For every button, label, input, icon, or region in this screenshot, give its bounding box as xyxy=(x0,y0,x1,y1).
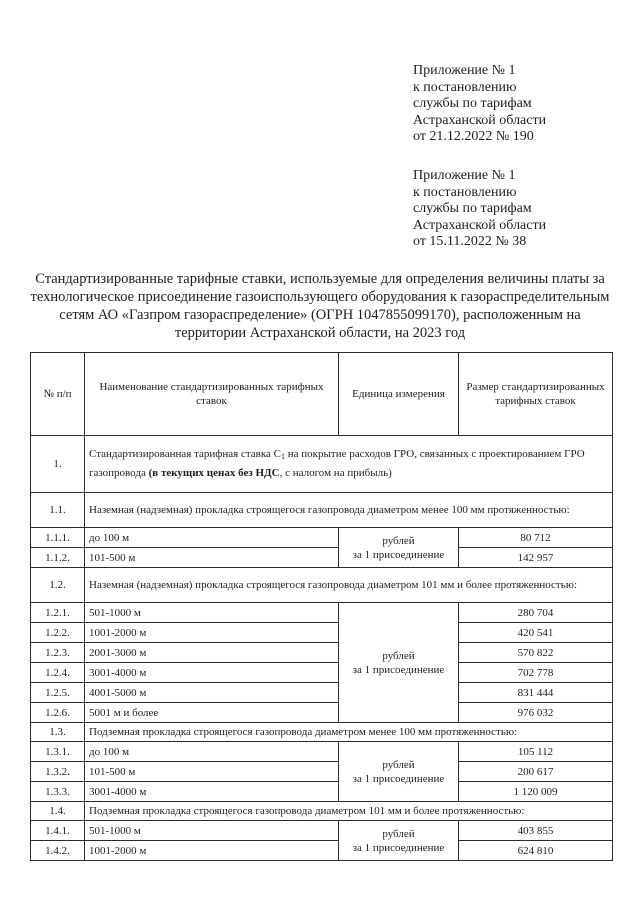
item-name: 3001-4000 м xyxy=(85,782,339,802)
group-num: 1.4. xyxy=(31,802,85,821)
appendix-line: от 15.11.2022 № 38 xyxy=(413,234,527,250)
table-row xyxy=(31,528,613,548)
item-num: 1.3.1. xyxy=(31,742,85,762)
table-header-row xyxy=(31,353,613,436)
table-row xyxy=(31,623,613,643)
document-title: Стандартизированные тарифные ставки, используемые для определения величины платы за технологическое присоединение газоиспользующего оборудования к газораспределительным сетям АО «Газпром газораспределение» (ОГРН 1047855099170), расположенным на территории Астраханской области, на 2023 год xyxy=(30,271,610,341)
item-name: 101-500 м xyxy=(85,548,339,568)
unit-line: за 1 присоединение xyxy=(352,663,445,676)
group-title: Подземная прокладка строящегося газопровода диаметром менее 100 мм протяженностью: xyxy=(85,723,613,742)
group-row xyxy=(31,568,613,603)
group-title: Подземная прокладка строящегося газопровода диаметром 101 мм и более протяженностью: xyxy=(85,802,613,821)
table-row xyxy=(31,821,613,841)
item-num: 1.2.1. xyxy=(31,603,85,623)
table-row xyxy=(31,603,613,623)
table-row xyxy=(31,762,613,782)
main-rate-description: Стандартизированная тарифная ставка $С_1$ на покрытие расходов ГРО, связанных с проектированием ГРО газопровода (в текущих ценах без НДС, с налогом на прибыль) xyxy=(85,436,613,493)
item-num: 1.2.3. xyxy=(31,643,85,663)
tariff-table xyxy=(30,352,613,861)
appendix-line: Астраханской области xyxy=(413,217,547,233)
appendix-line: к постановлению xyxy=(413,79,517,95)
item-name: 2001-3000 м xyxy=(85,643,339,663)
appendix-line: Приложение № 1 xyxy=(413,63,516,78)
group-num: 1.2. xyxy=(31,568,85,603)
item-num: 1.2.6. xyxy=(31,703,85,723)
item-num: 1.2.5. xyxy=(31,683,85,703)
unit-cell xyxy=(339,742,459,802)
group-title: Наземная (надземная) прокладка строящегося газопровода диаметром 101 мм и более протяженностью: xyxy=(85,568,613,603)
header-size: Размер стандартизированных тарифных ставок xyxy=(459,353,613,436)
item-value: 105 112 xyxy=(459,742,613,762)
appendix-line: службы по тарифам xyxy=(413,201,532,217)
item-name: 1001-2000 м xyxy=(85,841,339,861)
item-name: до 100 м xyxy=(85,528,339,548)
item-value: 624 810 xyxy=(459,841,613,861)
item-name: 101-500 м xyxy=(85,762,339,782)
header-num: № п/п xyxy=(31,353,85,436)
table-row xyxy=(31,703,613,723)
main-rate-num: 1. xyxy=(31,436,85,493)
item-num: 1.2.4. xyxy=(31,663,85,683)
unit-cell xyxy=(339,528,459,568)
item-value: 403 855 xyxy=(459,821,613,841)
appendix-note-original xyxy=(413,168,546,251)
unit-line: за 1 присоединение xyxy=(352,841,445,854)
item-num: 1.2.2. xyxy=(31,623,85,643)
item-num: 1.4.2. xyxy=(31,841,85,861)
header-unit: Единица измерения xyxy=(339,353,459,436)
appendix-line: службы по тарифам xyxy=(413,96,532,112)
group-num: 1.1. xyxy=(31,493,85,528)
item-value: 831 444 xyxy=(459,683,613,703)
item-name: 3001-4000 м xyxy=(85,663,339,683)
item-name: до 100 м xyxy=(85,742,339,762)
group-num: 1.3. xyxy=(31,723,85,742)
item-name: 1001-2000 м xyxy=(85,623,339,643)
item-num: 1.1.2. xyxy=(31,548,85,568)
item-num: 1.3.3. xyxy=(31,782,85,802)
table-row xyxy=(31,643,613,663)
appendix-note-current xyxy=(413,63,546,146)
table-row xyxy=(31,683,613,703)
header-name: Наименование стандартизированных тарифных ставок xyxy=(85,353,339,436)
unit-line: рублей xyxy=(382,827,415,840)
item-value: 80 712 xyxy=(459,528,613,548)
item-value: 570 822 xyxy=(459,643,613,663)
unit-line: рублей xyxy=(382,649,415,662)
table-row xyxy=(31,841,613,861)
group-title: Наземная (надземная) прокладка строящегося газопровода диаметром менее 100 мм протяженностью: xyxy=(85,493,613,528)
unit-line: за 1 присоединение xyxy=(352,548,445,561)
unit-line: рублей xyxy=(382,534,415,547)
item-value: 420 541 xyxy=(459,623,613,643)
item-value: 702 778 xyxy=(459,663,613,683)
appendix-line: от 21.12.2022 № 190 xyxy=(413,129,534,145)
item-num: 1.3.2. xyxy=(31,762,85,782)
table-row xyxy=(31,742,613,762)
unit-line: рублей xyxy=(382,758,415,771)
group-row xyxy=(31,493,613,528)
main-rate-row xyxy=(31,436,613,493)
group-row xyxy=(31,802,613,821)
item-name: 501-1000 м xyxy=(85,821,339,841)
item-name: 5001 м и более xyxy=(85,703,339,723)
table-row xyxy=(31,663,613,683)
appendix-line: к постановлению xyxy=(413,184,517,200)
unit-cell xyxy=(339,821,459,861)
item-value: 200 617 xyxy=(459,762,613,782)
appendix-line: Астраханской области xyxy=(413,112,547,128)
appendix-line: Приложение № 1 xyxy=(413,168,516,183)
item-value: 280 704 xyxy=(459,603,613,623)
group-row xyxy=(31,723,613,742)
table-row xyxy=(31,548,613,568)
unit-cell xyxy=(339,603,459,723)
unit-line: за 1 присоединение xyxy=(352,772,445,785)
item-num: 1.4.1. xyxy=(31,821,85,841)
item-num: 1.1.1. xyxy=(31,528,85,548)
item-value: 976 032 xyxy=(459,703,613,723)
item-name: 501-1000 м xyxy=(85,603,339,623)
item-value: 1 120 009 xyxy=(459,782,613,802)
item-name: 4001-5000 м xyxy=(85,683,339,703)
item-value: 142 957 xyxy=(459,548,613,568)
table-row xyxy=(31,782,613,802)
